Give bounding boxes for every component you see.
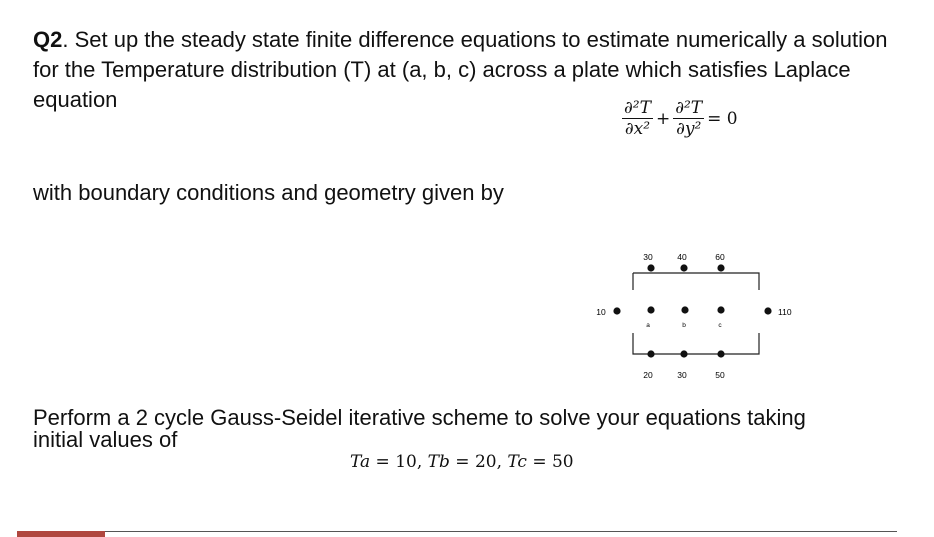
bottom-label-1: 20 [643,370,653,380]
question-text [33,25,913,115]
tc-value: = 50 [526,452,574,472]
boundary-conditions-text: with boundary conditions and geometry given by [33,180,504,205]
top-label-2: 40 [677,252,687,262]
top-label-3: 60 [715,252,725,262]
right-label: 110 [778,307,792,317]
top-node-2 [680,264,687,271]
ta-variable: Ta [350,452,371,472]
left-boundary-node [613,307,620,314]
node-label-a: a [646,322,650,329]
node-label-b: b [682,322,686,329]
perform-instruction [33,407,806,451]
plus-sign: + [655,108,671,129]
ta-value: = 10, [370,452,428,472]
node-a [647,306,654,313]
bottom-label-3: 50 [715,370,725,380]
initial-values [350,452,574,472]
question-number: Q2 [33,27,63,52]
tb-variable: Tb [427,452,450,472]
left-label: 10 [596,307,606,317]
node-c [717,306,724,313]
fraction-numerator: ∂²T [675,98,703,118]
perform-line-2: initial values of [33,427,178,452]
footer-rule [17,531,897,532]
plate-top-edge [633,273,759,290]
perform-line-1: Perform a 2 cycle Gauss-Seidel iterative scheme to solve your equations taking [33,405,806,430]
tc-variable: Tc [507,452,527,472]
bottom-label-2: 30 [677,370,687,380]
tb-value: = 20, [449,452,508,472]
right-boundary-node [764,307,771,314]
plate-geometry-diagram [575,240,805,390]
fraction-denominator: ∂y² [673,118,704,139]
equals-zero: = 0 [707,108,738,129]
bottom-node-1 [647,350,654,357]
node-b [681,306,688,313]
fraction-denominator: ∂x² [622,118,653,139]
d2t-dy2-fraction [673,98,704,139]
node-label-c: c [718,322,722,329]
laplace-equation [622,98,741,139]
top-node-3 [717,264,724,271]
bottom-node-2 [680,350,687,357]
fraction-numerator: ∂²T [624,98,651,118]
d2t-dx2-fraction [622,98,653,139]
bottom-node-3 [717,350,724,357]
top-node-1 [647,264,654,271]
top-label-1: 30 [643,252,653,262]
footer-accent-bar [17,531,105,537]
question-body: . Set up the steady state finite difference equations to estimate numerically a solution for the Temperature distribution (T) at (a, b, c) across a plate which satisfies Laplace equation [33,27,888,112]
